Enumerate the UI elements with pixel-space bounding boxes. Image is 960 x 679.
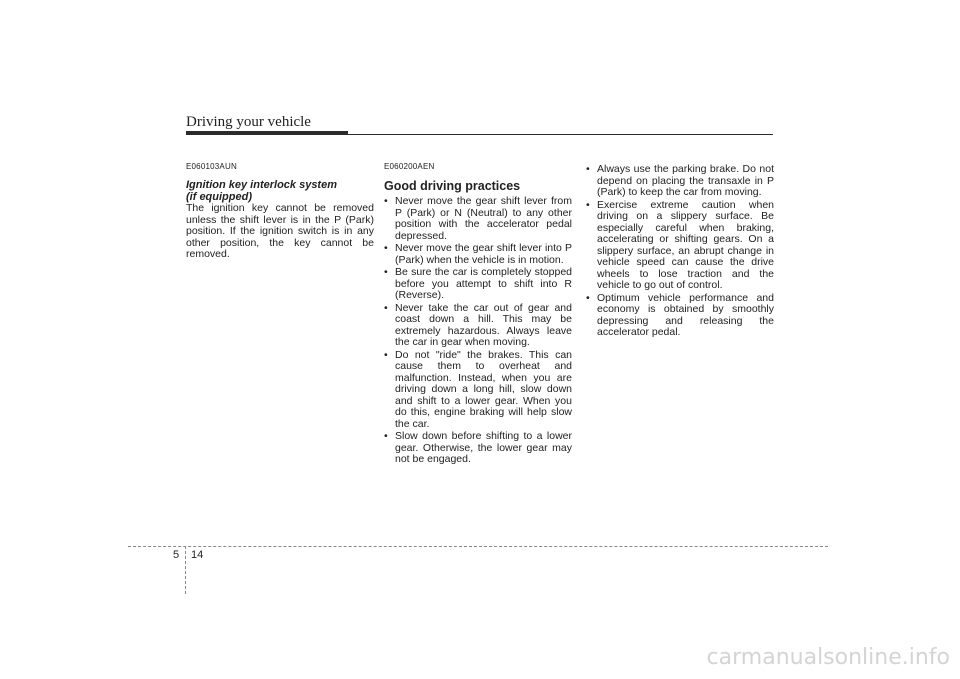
list-item: • Optimum vehicle performance and economy is obtained by smoothly depressing and releasing the accelerator pedal. xyxy=(586,293,774,339)
list-item: • Exercise extreme caution when driving on a slippery surface. Be especially careful when braking, accelerating or shifting gears. On a slippery surface, an abrupt change in vehicle speed can cause the drive wheels to lose traction and the vehicle to go out of control. xyxy=(586,200,774,292)
right-column xyxy=(586,164,774,340)
list-item: • Do not "ride" the brakes. This can cause them to overheat and malfunction. Instead, when you are driving down a long hill, slow down and shift to a lower gear. When you do this, engine braking will help slow the car. xyxy=(384,350,572,431)
footer-divider xyxy=(185,546,186,594)
chapter-number: 5 xyxy=(173,549,180,561)
section-subhead: Ignition key interlock system (if equipped) xyxy=(186,179,337,203)
section-heading: Good driving practices xyxy=(384,179,521,193)
left-column xyxy=(186,162,374,261)
list-item: • Never take the car out of gear and coast down a hill. This may be extremely hazardous. Always leave the car in gear when moving. xyxy=(384,303,572,349)
running-header-title: Driving your vehicle xyxy=(186,114,311,130)
section-body: The ignition key cannot be removed unless the shift lever is in the P (Park) position. If the ignition switch is in any other position, the key cannot be removed. xyxy=(186,202,374,260)
section-code: E060103AUN xyxy=(186,162,237,171)
middle-column xyxy=(384,162,572,467)
list-item: • Never move the gear shift lever into P (Park) when the vehicle is in motion. xyxy=(384,243,572,266)
section-code: E060200AEN xyxy=(384,162,435,171)
bullet-list xyxy=(384,196,572,466)
footer-rule xyxy=(128,546,828,547)
watermark: carmanualsonline.info xyxy=(706,645,950,670)
page-number: 14 xyxy=(191,549,204,561)
list-item: • Be sure the car is completely stopped before you attempt to shift into R (Reverse). xyxy=(384,267,572,302)
header-rule xyxy=(186,134,773,135)
list-item: • Never move the gear shift lever from P (Park) or N (Neutral) to any other position with the accelerator pedal depressed. xyxy=(384,196,572,242)
list-item: • Always use the parking brake. Do not depend on placing the transaxle in P (Park) to keep the car from moving. xyxy=(586,164,774,199)
list-item: • Slow down before shifting to a lower gear. Otherwise, the lower gear may not be engaged. xyxy=(384,431,572,466)
bullet-list xyxy=(586,164,774,339)
